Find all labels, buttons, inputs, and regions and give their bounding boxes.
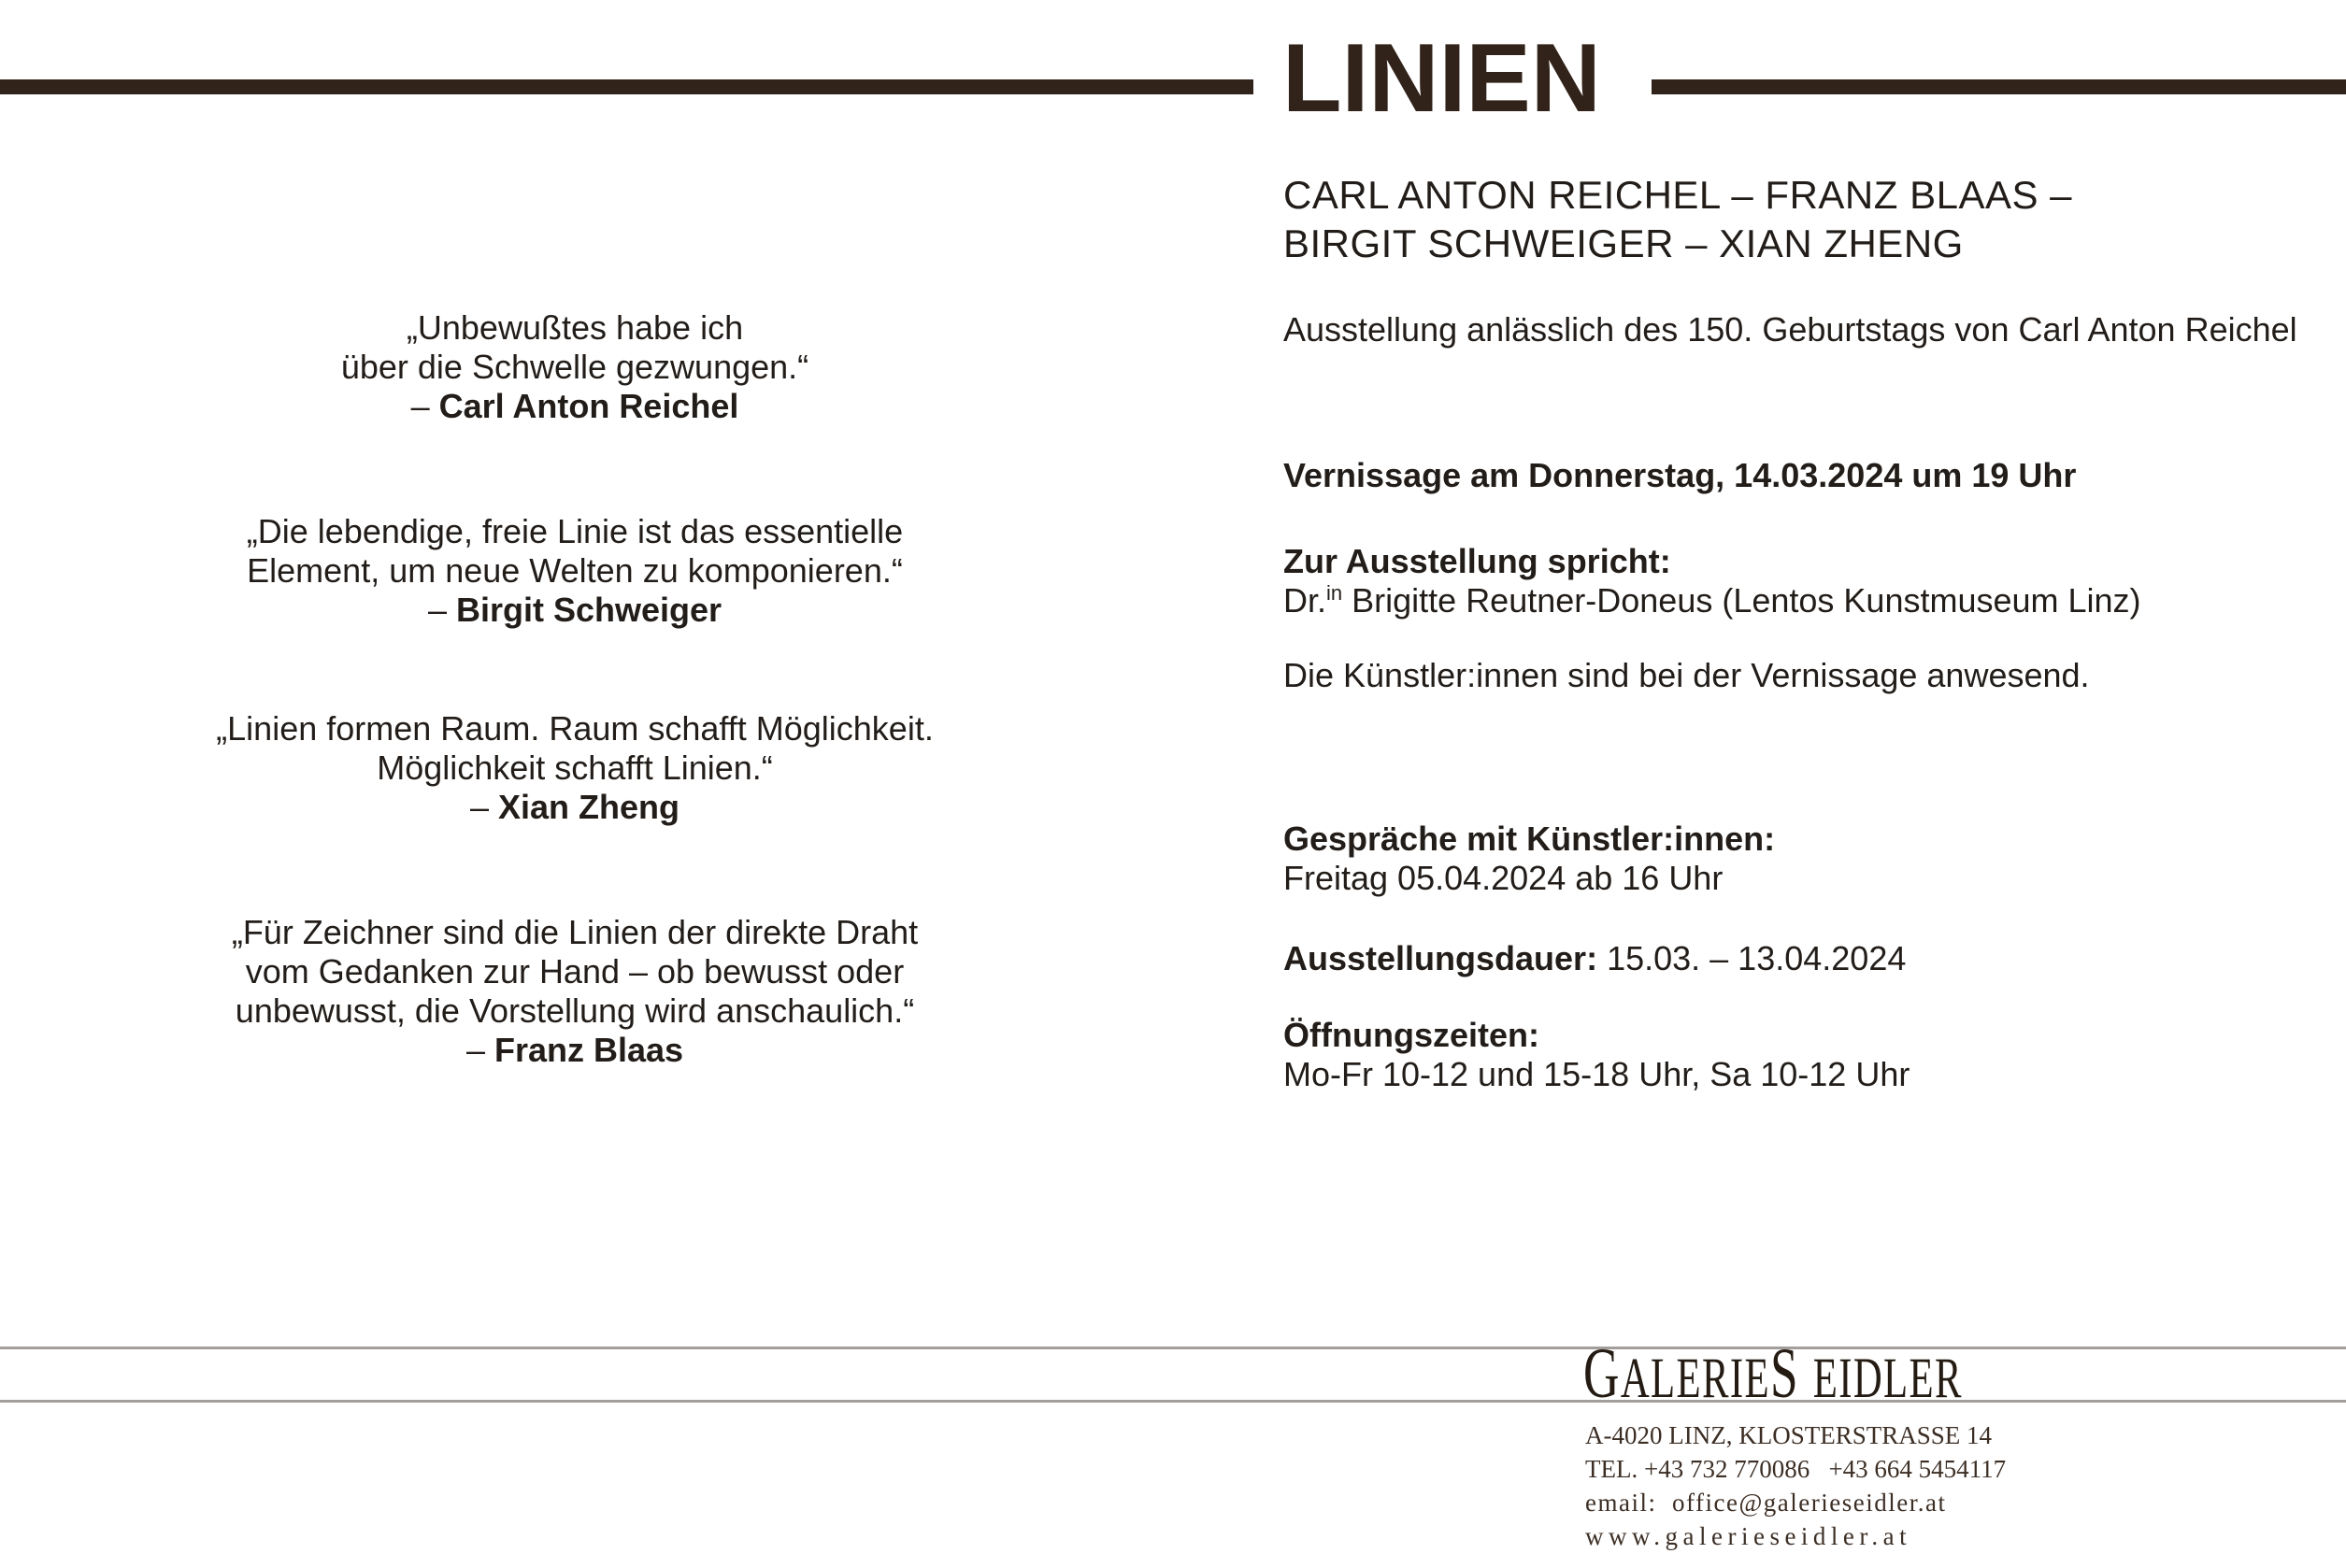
artists-heading-line2: BIRGIT SCHWEIGER – XIAN ZHENG	[1283, 221, 1964, 265]
quote-birgit-schweiger	[159, 512, 991, 630]
speaker-prefix: Dr.	[1283, 581, 1327, 620]
quote-carl-anton-reichel	[159, 308, 991, 426]
speaker-block	[1283, 542, 2141, 620]
address-street-line: A-4020 LINZ, KLOSTERSTRASSE 14	[1585, 1421, 1993, 1449]
quote-line: unbewusst, die Vorstellung wird anschaulich.“	[235, 991, 915, 1030]
quote-dash: –	[410, 387, 439, 425]
artists-heading-line1: CARL ANTON REICHEL – FRANZ BLAAS –	[1283, 173, 2073, 217]
speaker-rest: Brigitte Reutner-Doneus (Lentos Kunstmuseum Linz)	[1342, 581, 2141, 620]
hours-label: Öffnungszeiten:	[1283, 1016, 1539, 1054]
talks-value: Freitag 05.04.2024 ab 16 Uhr	[1283, 859, 1724, 897]
duration-value: 15.03. – 13.04.2024	[1597, 939, 1907, 977]
footer-rule-bottom	[0, 1400, 2346, 1403]
quote-author: Birgit Schweiger	[455, 591, 722, 629]
hours-value: Mo-Fr 10-12 und 15-18 Uhr, Sa 10-12 Uhr	[1283, 1055, 1910, 1093]
artists-heading	[1283, 171, 2072, 268]
vernissage-line: Vernissage am Donnerstag, 14.03.2024 um 19 Uhr	[1283, 456, 2077, 494]
artist-talks-block	[1283, 820, 1775, 898]
exhibition-subtitle: Ausstellung anlässlich des 150. Geburtstags von Carl Anton Reichel	[1283, 310, 2297, 349]
galerie-seidler-logo	[1583, 1334, 1963, 1425]
address-website-line: www.galerieseidler.at	[1585, 1522, 1912, 1550]
speaker-superscript: in	[1326, 581, 1343, 605]
quote-line: „Für Zeichner sind die Linien der direkte Draht	[231, 913, 919, 951]
quote-author: Franz Blaas	[494, 1031, 684, 1069]
quote-dash: –	[465, 1031, 494, 1069]
gallery-address-block	[1585, 1418, 2007, 1553]
talks-label: Gespräche mit Künstler:innen:	[1283, 820, 1776, 858]
quote-attribution	[159, 1031, 991, 1070]
quote-line: über die Schwelle gezwungen.“	[340, 348, 809, 386]
quote-attribution	[159, 788, 991, 827]
quote-author: Carl Anton Reichel	[438, 387, 739, 425]
quote-line: „Die lebendige, freie Linie ist das essentielle	[246, 512, 904, 550]
quote-line: vom Gedanken zur Hand – ob bewusst oder	[245, 952, 905, 991]
quote-xian-zheng	[159, 709, 991, 827]
speaker-name-line	[1283, 581, 2141, 620]
address-email-line: email: office@galerieseidler.at	[1585, 1489, 1947, 1517]
quote-line: Element, um neue Welten zu komponieren.“	[247, 551, 903, 590]
footer-rule-top	[0, 1347, 2346, 1349]
opening-hours-block	[1283, 1016, 1910, 1094]
page-title: LINIEN	[1282, 24, 1601, 133]
quote-author: Xian Zheng	[498, 788, 680, 826]
speaker-label: Zur Ausstellung spricht:	[1283, 542, 1671, 580]
quote-franz-blaas	[159, 913, 991, 1070]
quote-line: Möglichkeit schafft Linien.“	[377, 748, 773, 787]
quotes-column	[159, 0, 991, 1568]
logo-text-alerie: ALERIE	[1620, 1347, 1771, 1410]
quote-dash: –	[427, 591, 456, 629]
details-column	[1283, 0, 2346, 1568]
quote-line: „Unbewußtes habe ich	[406, 308, 744, 347]
duration-label: Ausstellungsdauer:	[1283, 939, 1598, 977]
logo-initial-g: G	[1583, 1334, 1621, 1413]
quote-line: „Linien formen Raum. Raum schafft Möglichkeit.	[216, 709, 934, 748]
logo-initial-s: S	[1770, 1334, 1813, 1413]
quote-attribution	[159, 387, 991, 426]
address-phone-line: TEL. +43 732 770086 +43 664 5454117	[1585, 1455, 2007, 1483]
attendance-line: Die Künstler:innen sind bei der Vernissage anwesend.	[1283, 656, 2090, 694]
duration-line	[1283, 939, 1906, 978]
logo-text-eidler: EIDLER	[1812, 1347, 1963, 1410]
quote-dash: –	[469, 788, 498, 826]
quote-attribution	[159, 591, 991, 630]
